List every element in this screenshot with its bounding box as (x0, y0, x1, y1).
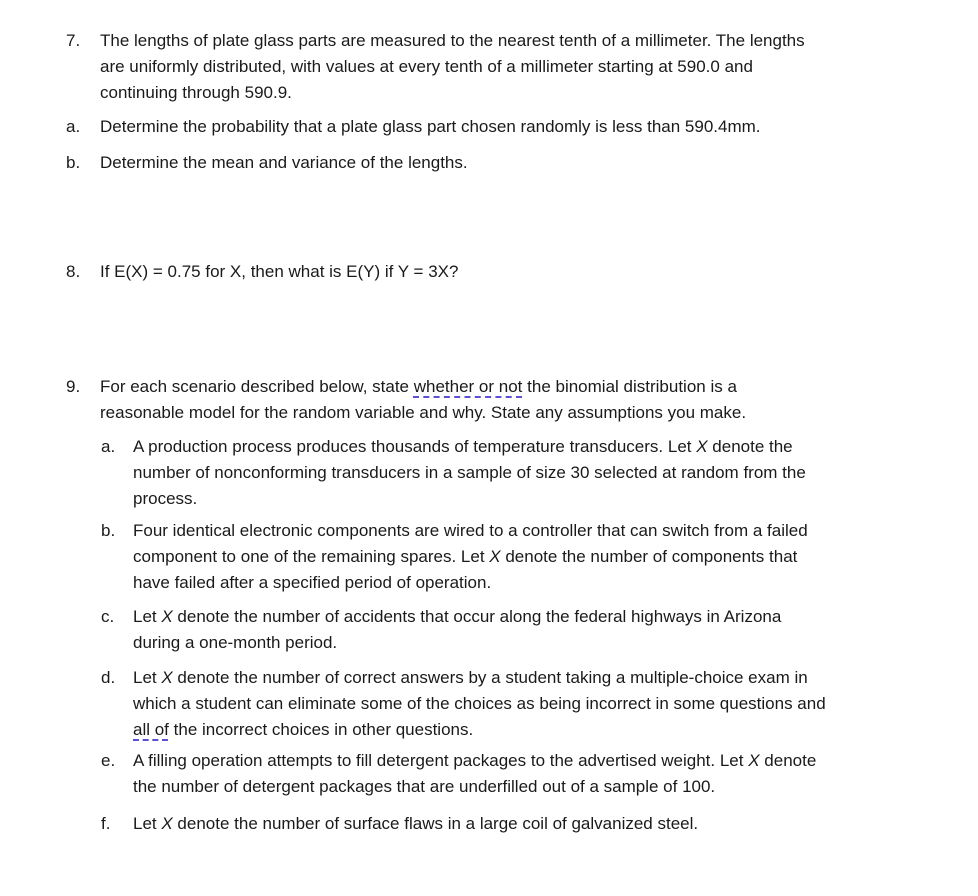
part-text-line (133, 750, 816, 772)
part-text-line: have failed after a specified period of operation. (133, 573, 492, 592)
text-run: the binomial distribution is a (522, 377, 737, 396)
part-text-line: process. (133, 489, 198, 508)
spellcheck-underlined-text[interactable]: whether or not (413, 377, 523, 396)
part-text-line (133, 719, 473, 741)
text-run: component to one of the remaining spares. Let (133, 547, 490, 566)
text-run: A filling operation attempts to fill detergent packages to the advertised weight. Let (133, 751, 749, 770)
text-run: For each scenario described below, state (100, 377, 414, 396)
question-number: 9. (66, 377, 81, 396)
text-run: Let (133, 607, 162, 626)
variable-x: X (161, 814, 173, 833)
spellcheck-underlined-text[interactable]: all of (133, 720, 169, 739)
part-label: d. (101, 668, 116, 687)
text-run: denote the number of components that (500, 547, 798, 566)
variable-x: X (748, 751, 760, 770)
part-label: b. (101, 521, 116, 540)
part-label: a. (66, 117, 81, 136)
text-run: denote the number of correct answers by a student taking a multiple-choice exam in (172, 668, 808, 687)
part-label: f. (101, 814, 111, 833)
question-text-line: are uniformly distributed, with values at every tenth of a millimeter starting at 590.0 and (100, 57, 753, 76)
part-text-line: which a student can eliminate some of the choices as being incorrect in some questions and (133, 694, 826, 713)
part-label: b. (66, 153, 81, 172)
part-text-line: during a one-month period. (133, 633, 338, 652)
text-run: the incorrect choices in other questions. (168, 720, 474, 739)
part-text-line: Four identical electronic components are wired to a controller that can switch from a failed (133, 521, 808, 540)
part-label: e. (101, 751, 116, 770)
part-text-line (133, 667, 808, 689)
question-text-line: continuing through 590.9. (100, 83, 292, 102)
text-run: Let (133, 668, 162, 687)
question-number: 8. (66, 262, 81, 281)
part-text-line: the number of detergent packages that are underfilled out of a sample of 100. (133, 777, 716, 796)
part-text: Determine the mean and variance of the lengths. (100, 153, 468, 172)
question-number: 7. (66, 31, 81, 50)
part-text-line (133, 813, 698, 835)
variable-x: X (696, 437, 708, 456)
text-run: denote the number of surface flaws in a large coil of galvanized steel. (172, 814, 699, 833)
question-text-line (100, 376, 737, 398)
variable-x: X (161, 607, 173, 626)
part-label: c. (101, 607, 115, 626)
text-run: A production process produces thousands of temperature transducers. Let (133, 437, 697, 456)
text-run: denote the number of accidents that occur along the federal highways in Arizona (172, 607, 782, 626)
part-text-line (133, 546, 797, 568)
variable-x: X (161, 668, 173, 687)
question-text-line: reasonable model for the random variable and why. State any assumptions you make. (100, 403, 747, 422)
part-text: Determine the probability that a plate glass part chosen randomly is less than 590.4mm. (100, 117, 761, 136)
part-text-line (133, 436, 793, 458)
question-text: If E(X) = 0.75 for X, then what is E(Y) if Y = 3X? (100, 262, 459, 281)
question-text-line: The lengths of plate glass parts are measured to the nearest tenth of a millimeter. The lengths (100, 31, 805, 50)
part-text-line (133, 606, 781, 628)
text-run: Let (133, 814, 162, 833)
part-text-line: number of nonconforming transducers in a sample of size 30 selected at random from the (133, 463, 806, 482)
variable-x: X (489, 547, 501, 566)
text-run: denote the (707, 437, 793, 456)
part-label: a. (101, 437, 116, 456)
text-run: denote (759, 751, 817, 770)
